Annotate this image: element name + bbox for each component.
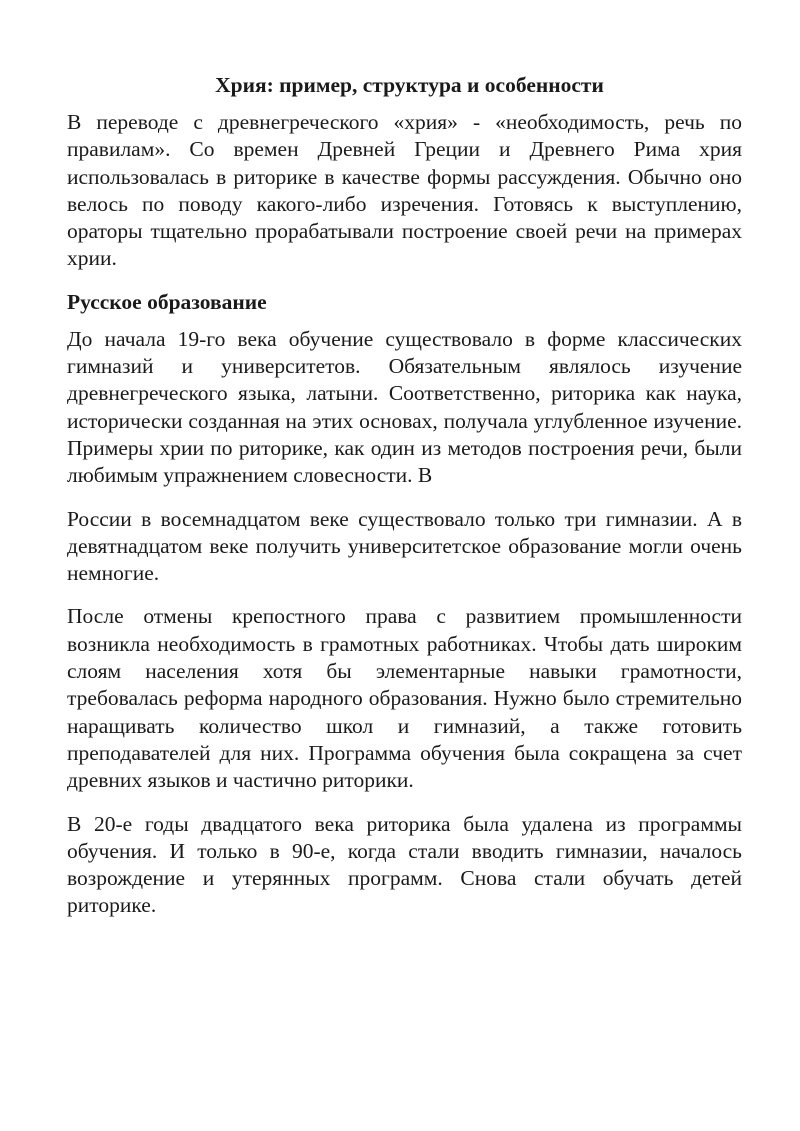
body-paragraph-4: В 20-е годы двадцатого века риторика была удалена из программы обучения. И только в 90-е, когда стали вводить гимназии, началось возрождение и утерянных программ. Снова стали обучать детей риторике.: [67, 811, 742, 918]
document-title: Хрия: пример, структура и особенности: [215, 73, 604, 97]
section-heading: Русское образование: [67, 289, 267, 314]
body-paragraph-1: До начала 19-го века обучение существовало в форме классических гимназий и университетов. Обязательным являлось изучение древнегреческого языка, латыни. Соответственно, риторика как наука, исторически созданная на этих основах, получала углубленное изучение. Примеры хрии по риторике, как один из методов построения речи, были любимым упражнением словесности. В: [67, 326, 742, 488]
body-paragraph-3: После отмены крепостного права с развитием промышленности возникла необходимость в грамотных работниках. Чтобы дать широким слоям населения хотя бы элементарные навыки грамотности, требовалась реформа народного образования. Нужно было стремительно наращивать количество школ и гимназий, а также готовить преподавателей для них. Программа обучения была сокращена за счет древних языков и частично риторики.: [67, 604, 742, 793]
body-paragraph-2: России в восемнадцатом веке существовало только три гимназии. А в девятнадцатом веке получить университетское образование могли очень немногие.: [67, 506, 742, 586]
intro-paragraph: В переводе с древнегреческого «хрия» - «необходимость, речь по правилам». Со времен Древней Греции и Древнего Рима хрия использовалась в риторике в качестве формы рассуждения. Обычно оно велось по поводу какого-либо изречения. Готовясь к выступлению, ораторы тщательно прорабатывали построение своей речи на примерах хрии.: [67, 110, 742, 271]
document-page: [67, 72, 742, 936]
